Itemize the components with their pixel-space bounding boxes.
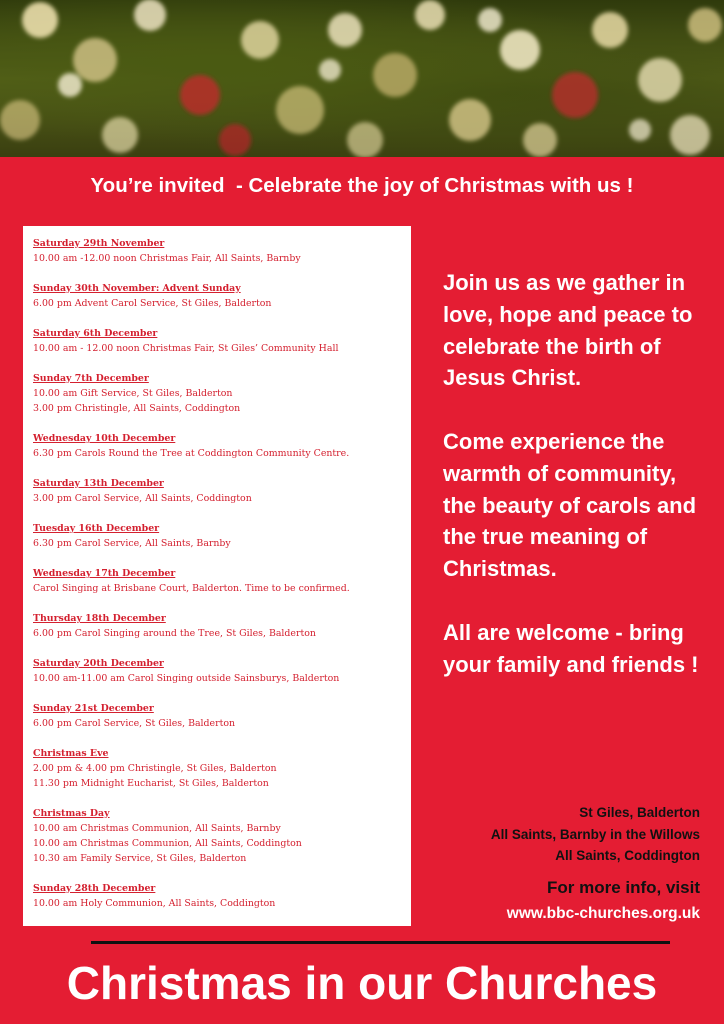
invitation-heading: You’re invited - Celebrate the joy of Christmas with us ! [90,174,634,197]
event-entry [33,371,401,416]
event-entry [33,566,401,596]
event-date: Saturday 29th November [33,238,165,249]
event-detail: 10.00 am Gift Service, St Giles, Balderton [33,388,233,399]
event-schedule-panel [23,226,411,926]
event-detail: 3.00 pm Carol Service, All Saints, Coddington [33,493,252,504]
event-entry [33,236,401,266]
message-paragraph-2: Come experience the warmth of community, the beauty of carols and the true meaning of Christmas. [443,428,697,582]
website-link[interactable]: www.bbc-churches.org.uk [506,905,700,922]
event-date: Sunday 30th November: Advent Sunday [33,283,241,294]
event-detail: 10.00 am Holy Communion, All Saints, Coddington [33,898,276,909]
event-date: Sunday 28th December [33,883,156,894]
event-entry [33,881,401,911]
event-date: Wednesday 10th December [33,433,176,444]
bokeh-lights-banner [0,0,724,157]
event-date: Thursday 18th December [33,613,166,624]
event-date: Sunday 21st December [33,703,154,714]
event-entry [33,806,401,866]
church-name: All Saints, Coddington [555,848,700,863]
event-detail: 6.30 pm Carol Service, All Saints, Barnby [33,538,231,549]
event-detail: 6.00 pm Carol Service, St Giles, Balderton [33,718,236,729]
event-detail: 11.30 pm Midnight Eucharist, St Giles, Balderton [33,778,269,789]
event-date: Sunday 7th December [33,373,149,384]
event-date: Tuesday 16th December [33,523,160,534]
event-detail: Carol Singing at Brisbane Court, Balderton. Time to be confirmed. [33,583,350,594]
event-detail: 6.30 pm Carols Round the Tree at Coddington Community Centre. [33,448,350,459]
poster-title: Christmas in our Churches [66,957,658,1009]
event-entry [33,701,401,731]
event-detail: 10.30 am Family Service, St Giles, Balderton [33,853,247,864]
event-detail: 10.00 am-11.00 am Carol Singing outside Sainsburys, Balderton [33,673,340,684]
event-detail: 2.00 pm & 4.00 pm Christingle, St Giles, Balderton [33,763,277,774]
church-name: All Saints, Barnby in the Willows [490,826,700,842]
bokeh-image [0,0,724,157]
event-detail: 10.00 am -12.00 noon Christmas Fair, All Saints, Barnby [33,253,301,264]
church-list [491,802,700,867]
event-detail: 10.00 am Christmas Communion, All Saints, Barnby [33,823,281,834]
event-entry [33,326,401,356]
divider-line [91,941,670,944]
event-entry [33,476,401,506]
event-entry [33,746,401,791]
more-info-label: For more info, visit [546,878,700,897]
event-date: Wednesday 17th December [33,568,176,579]
event-entry [33,431,401,461]
event-date: Christmas Eve [33,748,109,759]
message-paragraph-3: All are welcome - bring your family and friends ! [443,619,699,677]
event-date: Saturday 20th December [33,658,164,669]
message-paragraph-1: Join us as we gather in love, hope and peace to celebrate the birth of Jesus Christ. [443,270,693,391]
event-entry [33,281,401,311]
event-detail: 6.00 pm Carol Singing around the Tree, St Giles, Balderton [33,628,316,639]
event-entry [33,656,401,686]
event-date: Christmas Day [33,808,110,819]
event-detail: 6.00 pm Advent Carol Service, St Giles, Balderton [33,298,272,309]
church-name: St Giles, Balderton [579,805,700,820]
event-detail: 10.00 am - 12.00 noon Christmas Fair, St Giles’ Community Hall [33,343,339,354]
event-entry [33,521,401,551]
welcome-message [443,267,713,712]
event-date: Saturday 13th December [33,478,164,489]
event-detail: 3.00 pm Christingle, All Saints, Coddington [33,403,241,414]
event-entry [33,611,401,641]
event-detail: 10.00 am Christmas Communion, All Saints, Coddington [33,838,302,849]
event-date: Saturday 6th December [33,328,158,339]
